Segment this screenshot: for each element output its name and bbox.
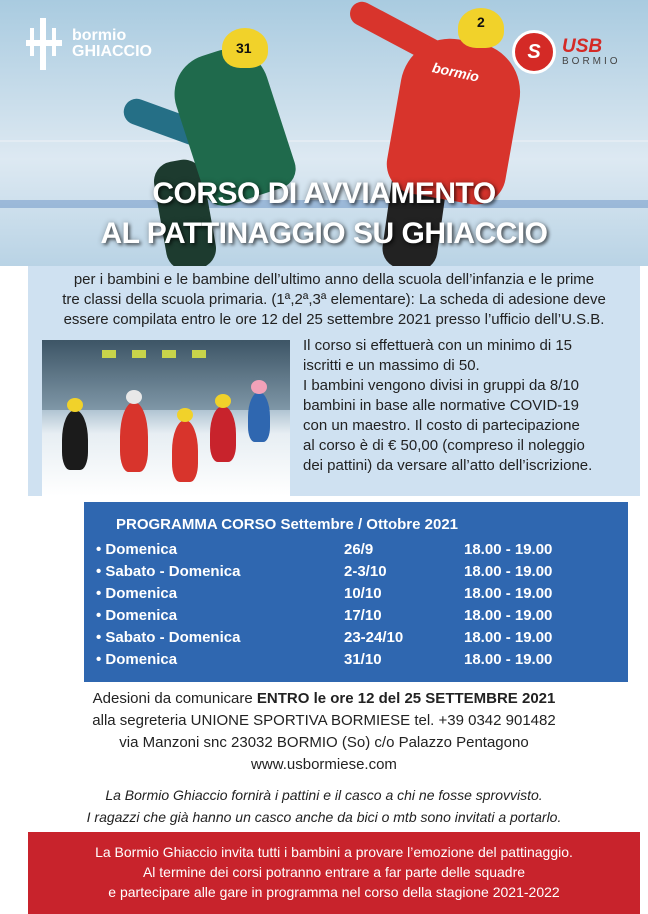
page-title	[0, 174, 648, 254]
side-line-4: bambini in base alle normative COVID-19	[303, 397, 579, 414]
program-date: 26/9	[344, 541, 374, 558]
bormio-ghiaccio-logo	[22, 18, 152, 70]
program-date: 31/10	[344, 651, 382, 668]
program-time: 18.00 - 19.00	[464, 563, 553, 580]
logo-right-sub: BORMIO	[562, 55, 621, 67]
bormio-logo-icon	[22, 18, 66, 70]
program-row	[96, 651, 616, 673]
logo-right-name: USB	[562, 35, 603, 57]
program-date: 2-3/10	[344, 563, 387, 580]
kids-skating-photo	[42, 340, 290, 496]
program-day: • Domenica	[96, 541, 178, 558]
helmet-number-31: 31	[236, 40, 252, 56]
program-time: 18.00 - 19.00	[464, 541, 553, 558]
side-line-5: con un maestro. Il costo di partecipazione	[303, 417, 580, 434]
kid-skater	[172, 420, 198, 482]
intro-text	[28, 270, 640, 330]
kid-skater	[248, 392, 270, 442]
footer-line-3: e partecipare alle gare in programma nel corso della stagione 2021-2022	[108, 884, 560, 900]
contacts-prefix: Adesioni da comunicare	[92, 690, 257, 707]
program-time: 18.00 - 19.00	[464, 607, 553, 624]
footer-line-1: La Bormio Ghiaccio invita tutti i bambini a provare l’emozione del pattinaggio.	[95, 844, 573, 860]
program-row	[96, 585, 616, 607]
program-row	[96, 607, 616, 629]
program-row	[96, 563, 616, 585]
side-line-2: iscritti e un massimo di 50.	[303, 357, 480, 374]
program-day: • Domenica	[96, 607, 178, 624]
equipment-note	[0, 784, 648, 828]
program-time: 18.00 - 19.00	[464, 585, 553, 602]
rink-line	[0, 140, 648, 142]
program-date: 17/10	[344, 607, 382, 624]
website-link[interactable]: www.usbormiese.com	[251, 756, 397, 773]
title-line-2: AL PATTINAGGIO SU GHIACCIO	[100, 217, 548, 250]
logo-left-line1: bormio	[72, 27, 127, 44]
contacts-deadline: ENTRO le ore 12 del 25 SETTEMBRE 2021	[256, 690, 556, 707]
note-line-1: La Bormio Ghiaccio fornirà i pattini e il casco a chi ne fosse sprovvisto.	[105, 787, 543, 803]
side-line-6: al corso è di € 50,00 (compreso il noleggio	[303, 437, 585, 454]
title-line-1: CORSO DI AVVIAMENTO	[152, 177, 496, 210]
jersey-text: bormio	[430, 59, 481, 85]
program-date: 23-24/10	[344, 629, 404, 646]
program-day: • Sabato - Domenica	[96, 563, 241, 580]
footer-banner	[28, 832, 640, 914]
intro-line-1: per i bambini e le bambine dell’ultimo anno della scuola dell’infanzia e le prime	[73, 271, 595, 288]
footer-line-2: Al termine dei corsi potranno entrare a far parte delle squadre	[142, 864, 526, 880]
side-line-7: dei pattini) da versare all’atto dell’iscrizione.	[303, 457, 593, 474]
note-line-2: I ragazzi che già hanno un casco anche da bici o mtb sono invitati a portarlo.	[86, 809, 562, 825]
side-line-1: Il corso si effettuerà con un minimo di 15	[303, 337, 573, 354]
side-line-3: I bambini vengono divisi in gruppi da 8/10	[303, 377, 580, 394]
program-day: • Domenica	[96, 585, 178, 602]
usb-logo-icon: S	[512, 30, 556, 74]
helmet-number-2: 2	[477, 14, 485, 30]
contacts-line-2: alla segreteria UNIONE SPORTIVA BORMIESE tel. +39 0342 901482	[92, 712, 556, 729]
kid-skater	[210, 406, 236, 462]
program-row	[96, 541, 616, 563]
program-day: • Sabato - Domenica	[96, 629, 241, 646]
intro-line-3: essere compilata entro le ore 12 del 25 settembre 2021 presso l’ufficio dell’U.S.B.	[63, 311, 605, 328]
program-row	[96, 629, 616, 651]
contacts-line-3: via Manzoni snc 23032 BORMIO (So) c/o Palazzo Pentagono	[119, 734, 529, 751]
program-time: 18.00 - 19.00	[464, 629, 553, 646]
logo-left-line2: GHIACCIO	[72, 43, 152, 60]
program-time: 18.00 - 19.00	[464, 651, 553, 668]
intro-line-2: tre classi della scuola primaria. (1ª,2ª,3ª elementare): La scheda di adesione deve	[62, 291, 606, 308]
contacts-block	[0, 688, 648, 776]
contacts-line-1	[0, 688, 648, 710]
kid-skater	[62, 410, 88, 470]
kid-skater	[120, 402, 148, 472]
program-day: • Domenica	[96, 651, 178, 668]
usb-bormio-logo	[512, 30, 621, 74]
program-title: PROGRAMMA CORSO Settembre / Ottobre 2021	[116, 516, 459, 533]
program-date: 10/10	[344, 585, 382, 602]
course-details	[303, 336, 638, 476]
